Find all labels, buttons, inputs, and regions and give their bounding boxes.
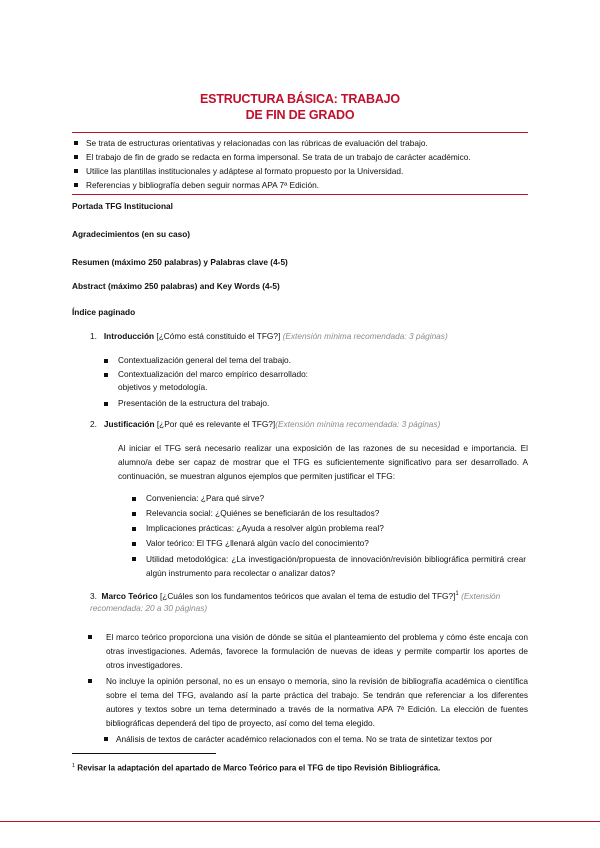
intro-bullet: Presentación de la estructura del trabajo. [118, 397, 269, 410]
bullet-square-icon [74, 183, 78, 187]
justificacion-paragraph: Al iniciar el TFG será necesario realizar una exposición de las razones de su necesidad e importancia. El alumno/a debe ser capaz de mostrar que el TFG es suficientemente significativo para ser desarrollado. A continuación, se muestran algunos ejemplos que permiten justificar el TFG: [118, 443, 528, 481]
guideline-list [72, 136, 528, 192]
section-resumen: Resumen (máximo 250 palabras) y Palabras clave (4-5) [72, 257, 288, 267]
bullet-square-icon [88, 679, 92, 683]
section-abstract: Abstract (máximo 250 palabras) and Key Words (4-5) [72, 281, 280, 291]
bullet-square-icon [132, 497, 136, 501]
bullet-square-icon [132, 542, 136, 546]
section-agradecimientos: Agradecimientos (en su caso) [72, 229, 191, 239]
intro-bullet: Contextualización general del tema del trabajo. [118, 354, 291, 367]
bullet-square-icon [132, 527, 136, 531]
marco-bullet: No incluye la opinión personal, no es un ensayo o memoria, sino la revisión de bibliografía académica o científica sobre el tema del TFG, avalando así la parte práctica del trabajo. Se tendrán que referenciar a los diferentes autores y textos sobre un tema determinado a través de la normativa APA 7ª Edición. La elección de fuentes bibliográficas dependerá del tipo de proyecto, así como del tema elegido. [106, 674, 528, 730]
bullet-square-icon [88, 635, 92, 639]
marco-bullet: El marco teórico proporciona una visión de dónde se sitúa el planteamiento del problema y cómo éste encaja con otras investigaciones. Además, favorece la formulación de nuevas de ideas y permite compartir los aportes de otros investigadores. [106, 630, 528, 672]
page-title-line-1: ESTRUCTURA BÁSICA: TRABAJO [200, 92, 400, 106]
section-indice: Índice paginado [72, 307, 136, 317]
bullet-square-icon [104, 373, 108, 377]
justificacion-bullet: Valor teórico: El TFG ¿llenará algún vacío del conocimiento? [146, 537, 369, 550]
marco-bullet: Análisis de textos de carácter académico relacionados con el tema. No se trata de sintetizar textos por [116, 732, 536, 746]
guideline-item: El trabajo de fin de grado se redacta en forma impersonal. Se trata de un trabajo de carácter académico. [72, 150, 528, 164]
section-portada: Portada TFG Institucional [72, 201, 173, 211]
bullet-square-icon [74, 141, 78, 145]
footer-rule [0, 821, 600, 822]
bullet-square-icon [104, 402, 108, 406]
guideline-item: Utilice las plantillas institucionales y adáptese al formato propuesto por la Universidad. [72, 164, 528, 178]
bullet-square-icon [74, 169, 78, 173]
intro-bullet-continuation: objetivos y metodología. [118, 382, 208, 392]
intro-bullet: Contextualización del marco empírico desarrollado: [118, 368, 308, 381]
page-title-line-2: DE FIN DE GRADO [245, 108, 355, 122]
top-divider [72, 132, 528, 133]
justificacion-bullet: Utilidad metodológica: ¿La investigación/propuesta de innovación/revisión bibliográfica permitirá crear algún instrumento para recolectar o analizar datos? [146, 552, 526, 580]
item-introduccion-heading: 1. Introducción [¿Cómo está constituido el TFG?] (Extensión mínima recomendada: 3 páginas) [90, 331, 448, 341]
guideline-item: Referencias y bibliografía deben seguir normas APA 7ª Edición. [72, 178, 528, 192]
bullet-square-icon [104, 737, 108, 741]
justificacion-bullet: Conveniencia: ¿Para qué sirve? [146, 492, 264, 505]
bullet-square-icon [104, 359, 108, 363]
bullet-square-icon [132, 557, 136, 561]
item-justificacion-heading: 2. Justificación [¿Por qué es relevante el TFG?](Extensión mínima recomendada: 3 páginas) [90, 419, 441, 429]
footnote-separator [72, 753, 216, 754]
bullet-square-icon [74, 155, 78, 159]
bullet-square-icon [132, 512, 136, 516]
footnote: $^1$ Revisar la adaptación del apartado de Marco Teórico para el TFG de tipo Revisión Bibliográfica. [72, 763, 441, 773]
item-marco-teorico-heading: 3. Marco Teórico [¿Cuáles son los fundamentos teóricos que avalan el tema de estudio del TFG?]$^1$ (Extensión recomendada: 20 a 30 páginas) [90, 590, 501, 613]
justificacion-bullet: Relevancia social: ¿Quiénes se beneficiarán de los resultados? [146, 507, 379, 520]
bottom-divider [72, 194, 528, 195]
guideline-item: Se trata de estructuras orientativas y relacionadas con las rúbricas de evaluación del trabajo. [72, 136, 528, 150]
justificacion-bullet: Implicaciones prácticas: ¿Ayuda a resolver algún problema real? [146, 522, 384, 535]
